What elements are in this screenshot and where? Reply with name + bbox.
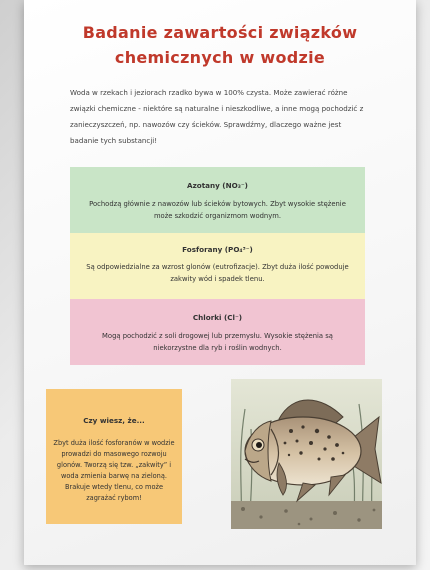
title-line-2: chemicznych w wodzie (114, 48, 326, 67)
phosphates-text: Są odpowiedzialne za wzrost glonów (eutrofizacje). Zbyt duża ilość powoduje zakwity wód i spadek tlenu. (86, 263, 349, 283)
fish-icon (231, 379, 382, 529)
chlorides-text: Mogą pochodzić z soli drogowej lub przemysłu. Wysokie stężenia są niekorzystne dla ryb i roślin wodnych. (102, 332, 333, 352)
phosphates-heading: Fosforany (PO₄³⁻) (182, 245, 253, 254)
fish-illustration (231, 379, 382, 529)
did-you-know-text: Zbyt duża ilość fosforanów w wodzie prowadzi do masowego rozwoju glonów. Tworzą się tzw. „zakwity” i woda zmienia barwę na zieloną. Brakuje wtedy tlenu, co może zagrażać rybom! (53, 439, 175, 502)
title-line-1: Badanie zawartości związków (82, 23, 358, 42)
did-you-know-box (46, 389, 182, 524)
nitrates-heading: Azotany (NO₃⁻) (187, 181, 248, 190)
chlorides-heading: Chlorki (Cl⁻) (192, 313, 243, 322)
phosphates-box (70, 233, 365, 299)
poster-page (24, 0, 416, 565)
intro-paragraph: Woda w rzekach i jeziorach rzadko bywa w 100% czysta. Może zawierać różne związki chemiczne - niektóre są naturalne i nieszkodliwe, a inne mogą pochodzić z zanieczyszczeń, np. nawozów czy ścieków. Sprawdźmy, dlaczego ważne jest badanie tych substancji! (70, 88, 364, 145)
nitrates-box (70, 167, 365, 233)
chlorides-box (70, 299, 365, 365)
did-you-know-heading: Czy wiesz, że... (83, 416, 145, 425)
page-title (24, 20, 416, 70)
nitrates-text: Pochodzą głównie z nawozów lub ścieków bytowych. Zbyt wysokie stężenie może szkodzić organizmom wodnym. (89, 200, 346, 220)
